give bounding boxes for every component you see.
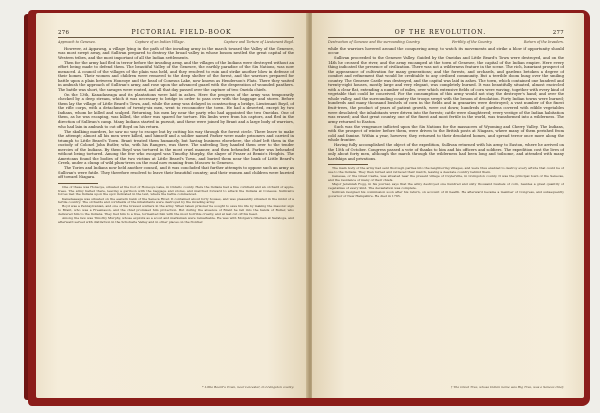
right-subhead: [328, 40, 564, 44]
left-footnote: Kanadaseaga was situated on the eastern bank of the Seneca River. It contained about forty houses, and was pleasantly situated in the midst of a fertile country. The orchards and cornfields of the inhabitants were destroyed by the invading army.: [58, 196, 294, 205]
right-paragraph: Such was the vengeance inflicted upon the Six Nations for the massacres of Wyoming and Cherry Valley. The Indians, with the prospect of winter before them, were driven to the British posts at Niagara, where many of them perished from cold and famine. Within a year, however, they returned to their desolated homes, and spread terror once more along the whole frontier.: [328, 124, 564, 143]
left-body-text: [58, 47, 294, 180]
left-paragraph: The skulking murders, he saw no way to escape but by cutting his way through the forest circle. There leave to make the attempt; almost all his men were killed, and himself and a soldier named Parker were made prisoners and carried in triumph to Little Beard's Town. Brant treated them humanely, but having business elsewhere, the chief left them in the custody of Colonel John Butler, who, with his Rangers, was there. The unfeeling Tory handed them over to the tender mercies of the Indians. By them Boyd was tortured in the most cruel manner, and then beheaded. Parker was beheaded without being tortured. Among the few who escaped was Timothy Murphy, the slayer of Fraser at Bemis's Heights. The Americans found the bodies of the two victims at Little Beard's Town, and buried them near the bank of Little Beard's Creek, under a clump of wild plum-trees on the road now running from Moscow to Geneseo.: [58, 129, 294, 166]
left-subhead-left: Approach to Geneseo.: [58, 39, 96, 44]
left-page-number: 276: [58, 30, 70, 36]
right-footnote: Major Jeremiah Fogg, in his journal, says that the army destroyed one hundred and sixty thousand bushels of corn, besides a great quantity of vegetables of every kind. The devastation was complete.: [328, 182, 564, 190]
right-body-text: [328, 47, 564, 162]
right-running-head: [328, 29, 564, 38]
right-footnote: Sullivan resigned his commission soon after his return, on account of ill health. He afterward became a member of Congress, and subsequently governor of New Hampshire. He died in 1795.: [328, 190, 564, 198]
left-paragraph: On the 13th, Kanadaseaga and its plantations were laid in ashes. Here the progress of the army was temporarily checked by a deep stream, which it was necessary to bridge in order to pass over with the baggage and stores. Before them lay the village of Little Beard's Town, and, while the army was delayed in constructing a bridge, Lieutenant Boyd, of the rifle corps, with a detachment of twenty-six men, went to reconnoiter the town. He had a deserted, except by two Indians, whom he killed and scalped. Returning, his men lay near the party who had appointed the two Oneidas. One of them, as he was escaping, was killed, the other was spared for torture. His limbs were from his captors, and fled in the direction of Sullivan's camp. Many Indians started in pursuit, and these were joined by Brant and a large body of warriors, who had lain in ambush to cut off Boyd on his return.: [58, 92, 294, 129]
right-page-number: 277: [552, 30, 564, 36]
right-paragraph: Having fully accomplished the object of the expedition, Sullivan returned with his army to Easton, where he arrived on the 15th of October. Congress passed a vote of thanks to him and his officers and soldiers. The expedition cost the lives of only about forty men, although the march through the wilderness had been long and toilsome, and attended with many hardships and privations.: [328, 143, 564, 161]
right-paragraph: Sullivan proceeded to the Genesee Valley. Guided by the Oneidas and Little Beard's Town were destroyed, and on the 14th he crossed the river, and the army encamped at the town of Genesee, the capital of the Indian empire. Here every thing indicated the presence of civilization. There was not a wilderness feature in the scene. The rich, luxuriant prospect of the appearance of cultivation for many generations; and the forests, and orchards, and gardens betoken a degree of comfort and refinement that would be creditable to any civilized community. But a terrible doom hung over the smiling country. The Genesee Castle was destroyed, and the capital was laid in ashes. The town, which contained one hundred and twenty-eight houses, mostly large and very elegant, was completely burned. It was beautifully situated, almost encircled with a clear flat, extending a number of miles, over which extensive fields of corn were waving, together with every kind of vegetable that could be conceived. For the consumption of this army would not stay the destroyer's hand; and over the whole valley, and the surrounding country the troops swept with the besom of desolation. Forty Indian towns were burned; hundreds and many thousand bushels of corn in the fields and in granaries were destroyed; a vast number of the finest fruit-trees, the product of years of patient growth, were cut down; hundreds of gardens covered with edible vegetables were desolated; the inhabitants were driven into the forests; cattle were slaughtered; every vestige of the Indian habitation was erased; and that great country, one of the finest and most fertile in the world, was transformed into a wilderness. The army returned to Easton.: [328, 55, 564, 124]
left-subhead-center: Capture of an Indian Village.: [134, 39, 185, 44]
left-subhead: [58, 40, 294, 44]
right-footnote-rule: [328, 164, 368, 165]
book-spread: [36, 13, 584, 398]
left-paragraph: The Tories and Indians now held another council, and it was concluded that further attempts to oppose such an army as Sullivan's were futile. They therefore resolved to leave their beautiful country; and their women and children were hurried off toward Niagara.: [58, 166, 294, 180]
left-footnote: One of these was Honeoye, situated at the foot of Honeoye Lake, in Ontario county. Here the Indians had a fine cornfield and an orchard of apple-trees. The army halted there, leaving a garrison with the baggage and stores, and marched forward to attack the Indians at Conesus. Sullivan's forces met the Indians upon the spot indicated in the text, where the battle commenced.: [58, 184, 294, 197]
left-page-footer: * Little Beard's Town, near Leicester, in Livingston county.: [202, 385, 294, 389]
right-subhead-left: Destruction of Genesee and the surrounding Country.: [328, 39, 421, 44]
left-paragraph: However, at Appawag, a village lying in the path of the invading army in the march toward the Valley of the Genesee, was most swept away, and Sullivan prepared to destroy the broad valley in whose bosom nestled the great capital of the Western tribes, and the most important of all the Indian settlements.: [58, 46, 294, 60]
right-running-title: OF THE REVOLUTION.: [394, 29, 487, 36]
right-subhead-center: Fertility of the Country.: [451, 39, 493, 44]
left-footnotes: [58, 186, 294, 225]
left-running-head: [58, 29, 294, 38]
right-paragraph: while the warriors hovered around the conquering army, to watch its movements and strike a blow if opportunity should occur.: [328, 46, 564, 56]
left-running-title: PICTORIAL FIELD-BOOK: [131, 29, 232, 36]
right-page-footer: † The Great Tree, whose Indian name was Big Tree, was a Seneca chief.: [450, 385, 564, 389]
right-page-content: [328, 29, 564, 389]
left-page-content: [58, 29, 294, 389]
left-paragraph: Then for the army had fled in terror before the invading army, and the villages of the Indians were destroyed without an effort being made to defend them. The beautiful Valley of the Genesee, the earthly paradise of the Six Nations, was now menaced. A council of the villages of the plain was held, and they resolved to ruin and strike another blow in defense of their homes. Their women and children were removed to the deep shelter of the forest, and the warriors prepared for battle upon a plain between Honeoye and the head of Conesus Lake, now known as Henderson's Flats. There they waited in ambush the approach of Sullivan's army, and rose upon the advanced guard with the desperation of wounded panthers. The battle was short, the savages were routed, and all that day passed over the capture of two Oneida chiefs.: [58, 60, 294, 92]
left-footnote-rule: [58, 183, 98, 184]
right-subhead-right: Return of the Invaders.: [523, 39, 564, 44]
left-page: [36, 13, 308, 398]
right-footnotes: [328, 167, 564, 198]
left-footnote: Boyd was a Pennsylvanian, and one of the bravest soldiers in the army. When taken prisoner he sought to save his life by making the masonic sign to Brant, who was a Freemason, and the chief promised him protection. But during the absence of Brant he fell into the hands of Butler, who delivered him to the Indians. They tied him to a tree, tormented him with the most horrible cruelty, and at last cut off his head.: [58, 204, 294, 216]
left-footnote: Among the few was Timothy Murphy, whose exploits as a scout and marksman were remarkable. He was with Morgan's riflemen at Saratoga, and afterward served with distinction in the Schoharie Valley and in other places on the frontier.: [58, 216, 294, 224]
right-footnote: The main body of the army had sent thorough parties into the neighboring villages, and were thus enabled to destroy every article that could be of use to the Indians. They then turned and retraced their march, leaving a desolate country behind them.: [328, 166, 564, 175]
right-footnote: Genesee, or the Great Castle, was situated near the present village of Cuylerville, in Livingston county. It was the principal town of the Senecas, and the residence of many of their chiefs.: [328, 174, 564, 182]
left-subhead-right: Capture and Torture of Lieutenant Boyd.: [223, 39, 294, 44]
right-page: [312, 13, 584, 398]
